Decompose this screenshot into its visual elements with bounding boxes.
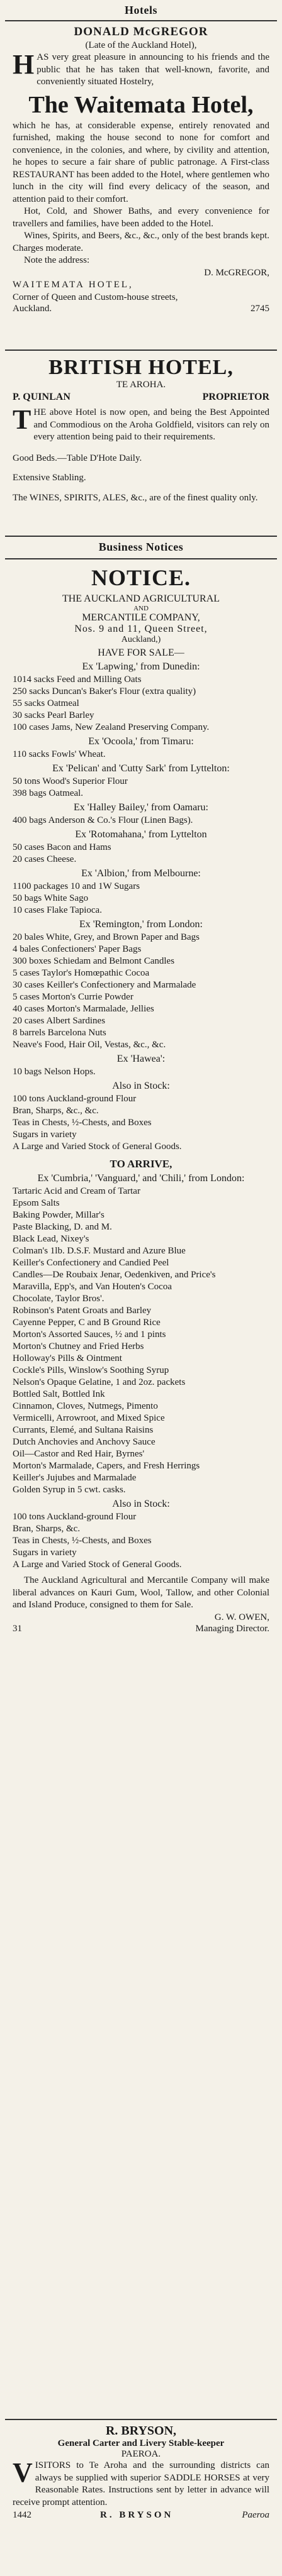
- mcgregor-intro: HAS very great pleasure in announcing to his friends and the public that he has taken that well-known, favorite, and conveniently situated Hostelry,: [13, 49, 269, 87]
- british-body: THE above Hotel is now open, and being the Best Appointed and Commodious on the Aroha Goldfield, visitors can rely on every attention being paid to their requirements.: [13, 404, 269, 442]
- bryson-body: VISITORS to Te Aroha and the surrounding districts can always be supplied with superior SADDLE HORSES at very Reasonable Rates. Instructions sent by letter in advance will receive prompt attention.: [13, 2457, 269, 2507]
- ship5-list: [13, 842, 269, 866]
- list-item: 300 boxes Schiedam and Belmont Candles: [13, 956, 175, 966]
- list-item: Robinson's Patent Groats and Barley: [13, 1306, 152, 1316]
- list-item: 50 bags White Sago: [13, 893, 89, 903]
- mcgregor-body3: Wines, Spirits, and Beers, &c., &c., only of the best brands kept. Charges moderate.: [13, 231, 269, 253]
- ship1-list: [13, 674, 269, 734]
- list-item: 10 bags Nelson Hops.: [13, 1067, 96, 1077]
- british-line2: Extensive Stabling.: [13, 473, 86, 483]
- bryson-place: PAEROA.: [121, 2449, 161, 2459]
- list-item: Keiller's Jujubes and Marmalade: [13, 1473, 137, 1483]
- mcgregor-body2: Hot, Cold, and Shower Baths, and every convenience for travellers and families, have been added to the Hotel.: [13, 206, 269, 229]
- mcgregor-note: Note the address:: [24, 255, 90, 265]
- ship-heading: Ex 'Lapwing,' from Dunedin:: [82, 661, 200, 672]
- ad-number: 31: [13, 1624, 22, 1634]
- divider: [5, 2419, 277, 2420]
- bryson-sig-row: [13, 2510, 269, 2521]
- list-item: 5 cases Morton's Currie Powder: [13, 992, 133, 1002]
- ship-heading: Ex 'Halley Bailey,' from Oamaru:: [74, 802, 208, 813]
- sig-role: Managing Director.: [195, 1624, 269, 1634]
- list-item: Currants, Elemé, and Sultana Raisins: [13, 1425, 154, 1435]
- list-item: Sugars in variety: [13, 1548, 77, 1558]
- list-item: Morton's Chutney and Fried Herbs: [13, 1341, 144, 1351]
- divider: [5, 350, 277, 351]
- divider: [5, 558, 277, 559]
- company-city: Auckland,): [121, 635, 161, 644]
- ship8-list: [13, 1066, 269, 1078]
- list-item: 50 cases Bacon and Hams: [13, 842, 111, 852]
- mcgregor-sig: D. McGREGOR,: [204, 267, 269, 278]
- list-item: 20 cases Albert Sardines: [13, 1016, 106, 1026]
- ship-heading: Ex 'Pelican' and 'Cutty Sark' from Lyttelton:: [52, 763, 230, 774]
- dropcap: V: [13, 2457, 33, 2488]
- notice-sig: G. W. OWEN,: [214, 1612, 269, 1622]
- mcgregor-sig-addr: Corner of Queen and Custom-house streets,: [13, 292, 178, 302]
- list-item: 4 bales Confectioners' Paper Bags: [13, 944, 142, 954]
- list-item: 30 cases Keiller's Confectionery and Marmalade: [13, 980, 196, 990]
- waitemata-hotel-title: The Waitemata Hotel,: [28, 91, 254, 118]
- bryson-sig: R. BRYSON: [100, 2510, 174, 2520]
- list-item: 55 sacks Oatmeal: [13, 698, 79, 708]
- notice-sig-row: [13, 1624, 269, 1634]
- list-item: Holloway's Pills & Ointment: [13, 1353, 122, 1363]
- list-item: 398 bags Oatmeal.: [13, 788, 84, 798]
- notice-closing: The Auckland Agricultural and Mercantile Company will make liberal advances on Kauri Gum, Wool, Tallow, and other Colonial and Island Produce, consigned to them for Sale.: [13, 1575, 269, 1610]
- list-item: 100 tons Auckland-ground Flour: [13, 1094, 137, 1104]
- business-heading: Business Notices: [98, 541, 184, 553]
- list-item: 8 barrels Barcelona Nuts: [13, 1028, 106, 1038]
- list-item: 5 cases Taylor's Homœpathic Cocoa: [13, 968, 150, 978]
- list-item: A Large and Varied Stock of General Goods.: [13, 1560, 182, 1570]
- ship6-list: [13, 881, 269, 916]
- bryson-place2: Paeroa: [242, 2510, 269, 2520]
- list-item: Morton's Assorted Sauces, ½ and 1 pints: [13, 1329, 166, 1340]
- ad-number: 1442: [13, 2510, 31, 2520]
- ship-heading: Ex 'Albion,' from Melbourne:: [81, 868, 201, 879]
- city: Auckland.: [13, 304, 52, 314]
- list-item: Maravilla, Epp's, and Van Houten's Cocoa: [13, 1282, 172, 1292]
- list-item: Golden Syrup in 5 cwt. casks.: [13, 1485, 126, 1495]
- company-and: AND: [133, 605, 149, 612]
- ship7-list: [13, 932, 269, 1051]
- dropcap: T: [13, 404, 31, 435]
- list-item: 400 bags Anderson & Co.'s Flour (Linen Bags).: [13, 815, 193, 825]
- owner-name: P. QUINLAN: [13, 392, 70, 402]
- company-line1: THE AUCKLAND AGRICULTURAL: [62, 593, 220, 604]
- list-item: Vermicelli, Arrowroot, and Mixed Spice: [13, 1413, 165, 1423]
- list-item: 100 tons Auckland-ground Flour: [13, 1512, 137, 1522]
- british-line1: Good Beds.—Table D'Hote Daily.: [13, 453, 142, 463]
- in-stock-list: [13, 1093, 269, 1153]
- mcgregor-ad: [0, 25, 282, 314]
- list-item: Candles—De Roubaix Jenar, Oedenkiven, and Price's: [13, 1270, 216, 1280]
- mcgregor-body: which he has, at considerable expense, entirely renovated and furnished, making the house second to none for comfort and convenience, in the colonies, and where, by civility and attention, he hopes to secure a fair share of public patronage. A First-class RESTAURANT has been added to the Hotel, where gentlemen who lunch in the city will find every delicacy of the season, and attention paid to their comfort.: [13, 120, 269, 204]
- list-item: Teas in Chests, ½-Chests, and Boxes: [13, 1536, 152, 1546]
- list-item: Epsom Salts: [13, 1198, 60, 1208]
- ship2-list: [13, 749, 269, 761]
- divider: [5, 20, 277, 21]
- list-item: Sugars in variety: [13, 1130, 77, 1140]
- ship-heading: Ex 'Rotomahana,' from Lyttelton: [75, 829, 207, 840]
- list-item: Oil—Castor and Red Hair, Byrnes': [13, 1449, 145, 1459]
- company-address: Nos. 9 and 11, Queen Street,: [74, 624, 208, 634]
- list-item: Dutch Anchovies and Anchovy Sauce: [13, 1437, 155, 1447]
- british-hotel-ad: [0, 356, 282, 504]
- list-item: A Large and Varied Stock of General Goods.: [13, 1142, 182, 1152]
- list-item: Nelson's Opaque Gelatine, 1 and 2oz. packets: [13, 1377, 186, 1387]
- list-item: 100 cases Jams, New Zealand Preserving Company.: [13, 722, 210, 732]
- british-line3: The WINES, SPIRITS, ALES, &c., are of the finest quality only.: [13, 492, 258, 503]
- ship-heading: Ex 'Hawea':: [116, 1054, 166, 1064]
- british-hotel-title: BRITISH HOTEL,: [48, 356, 234, 379]
- list-item: Morton's Marmalade, Capers, and Fresh Herrings: [13, 1461, 200, 1471]
- list-item: 30 sacks Pearl Barley: [13, 710, 94, 720]
- hotels-heading: Hotels: [125, 4, 157, 16]
- list-item: Cayenne Pepper, C and B Ground Rice: [13, 1318, 161, 1328]
- list-item: Baking Powder, Millar's: [13, 1210, 104, 1220]
- mcgregor-subtitle: (Late of the Auckland Hotel),: [85, 40, 197, 50]
- arrive-list: [13, 1186, 269, 1496]
- list-item: Cinnamon, Cloves, Nutmegs, Pimento: [13, 1401, 158, 1411]
- list-item: Teas in Chests, ½-Chests, and Boxes: [13, 1118, 152, 1128]
- list-item: 10 cases Flake Tapioca.: [13, 905, 102, 915]
- in-stock-heading: Also in Stock:: [112, 1499, 170, 1509]
- ship3-list: [13, 776, 269, 800]
- arrive-ships: Ex 'Cumbria,' 'Vanguard,' and 'Chili,' from London:: [37, 1173, 245, 1184]
- notice-ad: [0, 564, 282, 1634]
- dropcap: H: [13, 49, 35, 80]
- mcgregor-sig-hotel: WAITEMATA HOTEL,: [13, 280, 133, 290]
- notice-title: NOTICE.: [91, 565, 191, 590]
- proprietor-line: [13, 392, 269, 403]
- list-item: 40 cases Morton's Marmalade, Jellies: [13, 1004, 154, 1014]
- list-item: 50 tons Wood's Superior Flour: [13, 776, 128, 786]
- ship-heading: Ex 'Remington,' from London:: [79, 919, 203, 930]
- ship-heading: Ex 'Ocoola,' from Timaru:: [88, 736, 194, 747]
- in-stock2-list: [13, 1511, 269, 1571]
- list-item: Colman's 1lb. D.S.F. Mustard and Azure Blue: [13, 1246, 186, 1256]
- list-item: Tartaric Acid and Cream of Tartar: [13, 1186, 140, 1196]
- mcgregor-sig-row: [13, 304, 269, 314]
- list-item: 1014 sacks Feed and Milling Oats: [13, 674, 142, 685]
- list-item: Bran, Sharps, &c.: [13, 1524, 81, 1534]
- mcgregor-name: DONALD McGREGOR: [74, 25, 208, 38]
- list-item: Keiller's Confectionery and Candied Peel: [13, 1258, 169, 1268]
- in-stock-heading: Also in Stock:: [112, 1081, 170, 1091]
- list-item: 1100 packages 10 and 1W Sugars: [13, 881, 140, 891]
- have-for-sale: HAVE FOR SALE—: [98, 647, 184, 658]
- list-item: 20 bales White, Grey, and Brown Paper and Bags: [13, 932, 200, 942]
- list-item: Paste Blacking, D. and M.: [13, 1222, 112, 1232]
- owner-role: PROPRIETOR: [202, 392, 269, 402]
- divider: [5, 536, 277, 537]
- list-item: 20 cases Cheese.: [13, 854, 77, 864]
- list-item: Black Lead, Nixey's: [13, 1234, 89, 1244]
- bryson-ad: [0, 2424, 282, 2521]
- british-hotel-place: TE AROHA.: [116, 380, 166, 390]
- bryson-name: R. BRYSON,: [105, 2424, 177, 2438]
- list-item: 250 sacks Duncan's Baker's Flour (extra quality): [13, 686, 196, 696]
- list-item: 110 sacks Fowls' Wheat.: [13, 749, 106, 759]
- list-item: Bottled Salt, Bottled Ink: [13, 1389, 105, 1399]
- list-item: Neave's Food, Hair Oil, Vestas, &c., &c.: [13, 1040, 166, 1050]
- bryson-role: General Carter and Livery Stable-keeper: [57, 2438, 225, 2448]
- list-item: Chocolate, Taylor Bros'.: [13, 1294, 104, 1304]
- company-line2: MERCANTILE COMPANY,: [82, 612, 200, 623]
- to-arrive-heading: TO ARRIVE,: [110, 1158, 172, 1170]
- list-item: Cockle's Pills, Winslow's Soothing Syrup: [13, 1365, 169, 1375]
- ship4-list: [13, 815, 269, 827]
- list-item: Bran, Sharps, &c., &c.: [13, 1106, 99, 1116]
- ad-number: 2745: [251, 304, 269, 314]
